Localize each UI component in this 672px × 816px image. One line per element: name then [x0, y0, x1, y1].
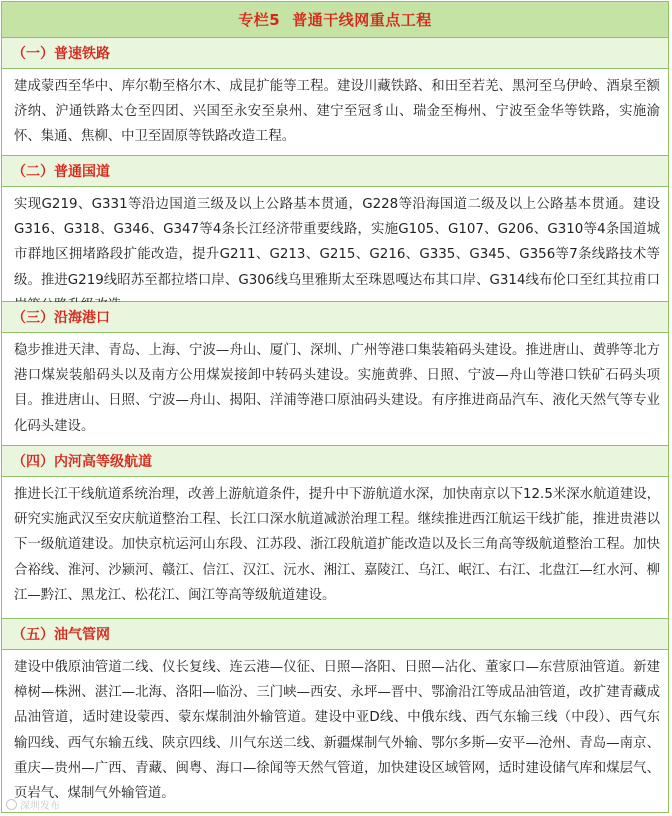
- section-heading-coastal-port: （三）沿海港口: [2, 302, 668, 333]
- section-body-oil-gas-pipeline: 建设中俄原油管道二线、仪长复线、连云港—仪征、日照—洛阳、日照—沾化、董家口—东营原油管道。新建樟树—株洲、湛江—北海、洛阳—临汾、三门峡—西安、永坪—晋中、鄂渝沿江等成品油管道，改扩建青藏成品油管道，适时建设蒙西、蒙东煤制油外输管道。建设中亚D线、中俄东线、西气东输三线（中段）、西气东输四线、西气东输五线、陕京四线、川气东送二线、新疆煤制气外输、鄂尔多斯—安平—沧州、青岛—南京、重庆—贵州—广西、青藏、闽粤、海口—徐闻等天然气管道，加快建设区域管网，适时建设储气库和煤层气、页岩气、煤制气外输管道。: [2, 650, 668, 812]
- watermark-logo-icon: [6, 799, 17, 810]
- section-body-railway: 建成蒙西至华中、库尔勒至格尔木、成昆扩能等工程。建设川藏铁路、和田至若羌、黑河至乌伊岭、酒泉至额济纳、沪通铁路太仓至四团、兴国至永安至泉州、建宁至冠豸山、瑞金至梅州、宁波至金华等铁路，实施渝怀、集通、焦柳、中卫至固原等铁路改造工程。: [2, 69, 668, 156]
- section-body-inland-waterway: 推进长江干线航道系统治理，改善上游航道条件，提升中下游航道水深，加快南京以下12.5米深水航道建设，研究实施武汉至安庆航道整治工程、长江口深水航道减淤治理工程。继续推进西江航运干线扩能，推进贵港以下一级航道建设。加快京杭运河山东段、江苏段、浙江段航道扩能改造以及长三角高等级航道整治工程。加快合裕线、淮河、沙颍河、赣江、信江、汉江、沅水、湘江、嘉陵江、乌江、岷江、右江、北盘江—红水河、柳江—黔江、黑龙江、松花江、闽江等高等级航道建设。: [2, 477, 668, 619]
- project-table: [1, 1, 669, 813]
- section-body-national-road: 实现G219、G331等沿边国道三级及以上公路基本贯通，G228等沿海国道二级及以上公路基本贯通。建设G316、G318、G346、G347等4条长江经济带重要线路，实施G105、G107、G206、G310等4条国道城市群地区拥堵路段扩能改造，提升G211、G213、G215、G216、G335、G345、G356等7条线路技术等级。推进G219线昭苏至都拉塔口岸、G306线乌里雅斯太至珠恩嘎达布其口岸、G314线布伦口至红其拉甫口: [2, 187, 668, 302]
- section-heading-national-road: （二）普通国道: [2, 156, 668, 187]
- title-text: 普通干线网重点工程: [292, 11, 432, 29]
- table-title: [2, 2, 668, 38]
- section-body-coastal-port: 稳步推进天津、青岛、上海、宁波—舟山、厦门、深圳、广州等港口集装箱码头建设。推进唐山、黄骅等北方港口煤炭装船码头以及南方公用煤炭接卸中转码头建设。实施黄骅、日照、宁波—舟山等港口铁矿石码头项目。推进唐山、日照、宁波—舟山、揭阳、洋浦等港口原油码头建设。有序推进商品汽车、液化天然气等专业化码头建设。: [2, 333, 668, 446]
- column-label: 专栏5: [238, 11, 281, 29]
- watermark: [6, 797, 60, 812]
- section-heading-railway: （一）普速铁路: [2, 38, 668, 69]
- section-heading-oil-gas-pipeline: （五）油气管网: [2, 619, 668, 650]
- section-heading-inland-waterway: （四）内河高等级航道: [2, 446, 668, 477]
- watermark-text: 深圳发布: [20, 801, 60, 812]
